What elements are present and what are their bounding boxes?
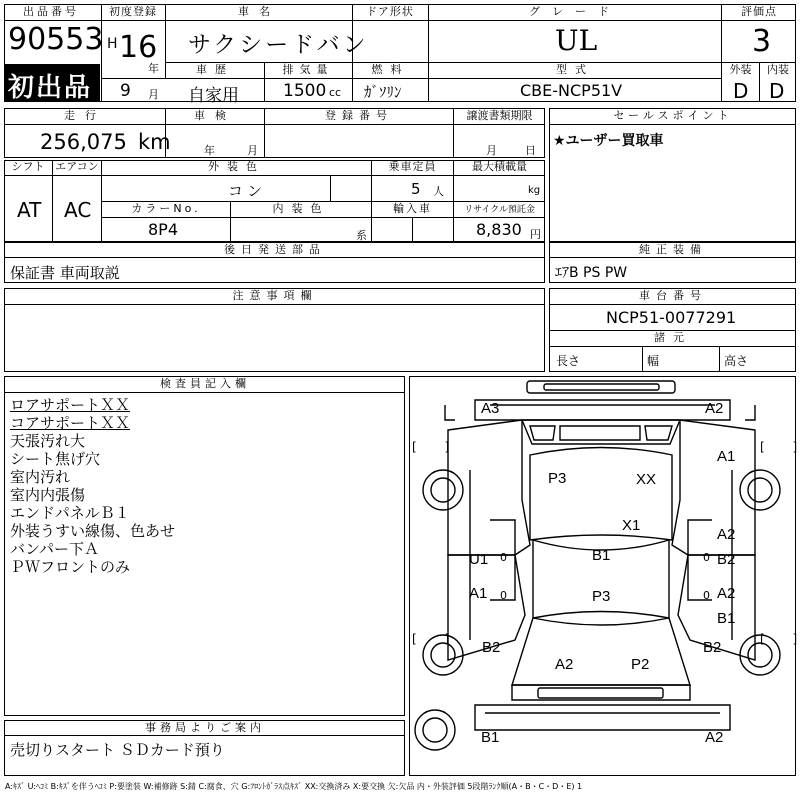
damage-mark: B2: [703, 639, 722, 656]
inspector-line: コアサポートＸＸ: [10, 414, 131, 432]
displacement: 1500: [283, 81, 327, 101]
inspector-notes: [10, 396, 400, 576]
recycle: 8,830: [476, 220, 522, 239]
interior-grade-label: 内装: [767, 63, 789, 76]
damage-mark: P3: [548, 470, 567, 487]
width-label: 幅: [647, 354, 660, 368]
transfer-month-unit: 月: [486, 144, 497, 157]
bracket-mark: [ ]: [412, 440, 462, 454]
fuel-label: 燃料: [371, 63, 410, 76]
mileage-unit: km: [138, 130, 171, 154]
recycle-label: リサイクル預託金: [464, 205, 535, 215]
lot-number: 90553: [8, 22, 104, 57]
grade-label: グレード: [529, 5, 621, 18]
chassis-value: NCP51-0077291: [606, 308, 737, 327]
load-unit: kg: [528, 185, 541, 196]
bracket-mark: [ ]: [760, 440, 809, 454]
inspection-month-unit: 月: [247, 144, 258, 157]
interior-grade: D: [769, 79, 785, 103]
zero-mark: 0: [703, 551, 710, 564]
mileage-label: 走行: [64, 109, 106, 122]
car-name-label: 車名: [238, 5, 280, 18]
damage-mark: A1: [717, 448, 736, 465]
inspection-label: 車検: [194, 109, 236, 122]
sales-point-label: セールスポイント: [613, 109, 733, 122]
inspector-line: ロアサポートＸＸ: [10, 396, 131, 414]
zero-mark: 0: [500, 589, 507, 602]
damage-mark: P3: [592, 588, 611, 605]
score: 3: [752, 24, 772, 59]
office-value: 売切りスタート ＳＤカード預り: [10, 741, 225, 759]
capacity-unit: 人: [433, 185, 444, 198]
aircon-label: エアコン: [55, 160, 99, 173]
damage-mark: A2: [705, 400, 724, 417]
exterior-grade: D: [733, 79, 749, 103]
first-listing-text: 初出品: [8, 73, 93, 103]
office-label: 事務局よりご案内: [145, 721, 265, 734]
length-label: 長さ: [556, 354, 581, 368]
damage-mark: U1: [469, 551, 489, 568]
inspector-line: 天張汚れ大: [10, 432, 86, 450]
damage-mark: A2: [555, 656, 574, 673]
later-parts-label: 後日発送部品: [224, 243, 326, 256]
inspector-line: エンドパネルＢ１: [10, 504, 130, 522]
legend: A:ｷｽﾞ U:ﾍｺﾐ B:ｷｽﾞを伴うﾍｺﾐ P:要塗装 W:補修跡 S:錆 C:腐食、穴 G:ﾌﾛﾝﾄｶﾞﾗｽ点ｷｽﾞ XX:交換済み X:要交換 欠:欠品 内・外装評価 5段階ﾗﾝｸ順(A・B・C・D・E) 1: [5, 782, 583, 791]
car-diagram-frame: [409, 376, 796, 776]
history-label: 車歴: [196, 63, 234, 76]
sales-point-frame: [549, 108, 796, 242]
shift: AT: [17, 198, 42, 222]
transfer-label: 譲渡書類期限: [466, 109, 533, 122]
damage-mark: X1: [622, 517, 641, 534]
displacement-unit: cc: [329, 86, 342, 99]
equipment-label: 純正装備: [639, 243, 707, 256]
damage-mark: A1: [469, 585, 488, 602]
aircon: AC: [64, 198, 92, 222]
month: 9: [120, 81, 131, 101]
height-label: 高さ: [724, 354, 749, 368]
load-label: 最大積載量: [472, 160, 527, 173]
import-label: 輸入車: [393, 202, 432, 215]
sales-point: ★ユーザー買取車: [553, 133, 664, 149]
inspector-line: ＰＷフロントのみ: [10, 558, 131, 576]
later-parts-value: 保証書 車両取説: [10, 264, 120, 282]
lot-label: 出品番号: [23, 5, 79, 18]
damage-mark: P2: [631, 656, 650, 673]
recycle-unit: 円: [530, 228, 541, 241]
damage-mark: A2: [717, 585, 736, 602]
transfer-day-unit: 日: [525, 144, 536, 157]
damage-mark: A3: [481, 400, 500, 417]
inspector-line: 室内汚れ: [10, 468, 71, 486]
notes-label: 注意事項欄: [232, 289, 318, 302]
color-no: 8P4: [148, 220, 179, 239]
inspector-label: 検査員記入欄: [160, 377, 250, 390]
bracket-mark: [ ]: [412, 632, 462, 646]
equipment-value: ｴｱB PS PW: [555, 265, 628, 281]
mileage: 256,075: [40, 130, 127, 154]
bracket-mark: [ ]: [760, 632, 809, 646]
interior-color-label: 内装色: [272, 202, 330, 215]
model-label: 型式: [556, 63, 594, 76]
damage-mark: B1: [592, 547, 611, 564]
fuel: ｶﾞｿﾘﾝ: [364, 83, 402, 101]
year: 16: [119, 30, 158, 65]
year-unit: 年: [148, 62, 159, 75]
exterior-color-label: 外装色: [208, 160, 265, 173]
damage-mark: A2: [705, 729, 724, 746]
displacement-label: 排気量: [282, 63, 334, 76]
zero-mark: 0: [500, 551, 507, 564]
exterior-grade-label: 外装: [729, 63, 752, 76]
damage-mark: B1: [717, 610, 736, 627]
color-no-label: カラーNo.: [131, 202, 201, 215]
damage-mark: B1: [481, 729, 500, 746]
model: CBE-NCP51V: [520, 81, 623, 100]
chassis-label: 車台番号: [639, 289, 707, 302]
month-unit: 月: [148, 88, 159, 101]
damage-mark: XX: [636, 471, 657, 488]
dims-label: 諸元: [654, 331, 692, 344]
era: H: [107, 36, 118, 52]
interior-color-unit: 系: [356, 229, 367, 242]
first-reg-label: 初度登録: [109, 5, 157, 18]
grade: UL: [555, 24, 598, 57]
score-label: 評価点: [741, 5, 777, 18]
inspector-line: シート焦げ穴: [10, 450, 101, 468]
exterior-color: コン: [228, 182, 267, 200]
inspector-line: 外装うすい線傷、色あせ: [10, 522, 176, 540]
inspection-year-unit: 年: [204, 144, 215, 157]
damage-mark: B2: [482, 639, 501, 656]
shift-label: シフト: [11, 160, 45, 173]
capacity: 5: [411, 180, 421, 198]
history: 自家用: [188, 86, 239, 106]
capacity-label: 乗車定員: [388, 160, 437, 173]
inspector-line: バンパー下Ａ: [10, 540, 99, 558]
reg-number-label: 登録番号: [325, 109, 393, 122]
car-name: サクシードバン: [188, 32, 369, 58]
inspector-line: 室内内張傷: [10, 486, 86, 504]
damage-mark: A2: [717, 526, 736, 543]
damage-mark: B2: [717, 551, 736, 568]
zero-mark: 0: [703, 589, 710, 602]
door-label: ドア形状: [366, 5, 414, 18]
